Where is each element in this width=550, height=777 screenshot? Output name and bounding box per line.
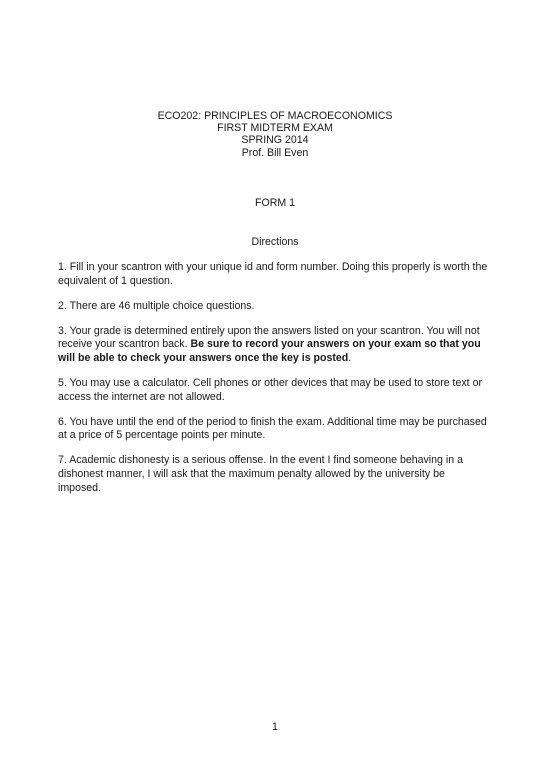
direction-item: [58, 416, 488, 443]
page-number: 1: [272, 721, 278, 733]
directions-heading: Directions: [251, 236, 299, 248]
exam-term: SPRING 2014: [241, 134, 309, 147]
direction-item: [58, 454, 488, 495]
direction-item: [58, 300, 488, 314]
exam-title: FIRST MIDTERM EXAM: [217, 122, 333, 135]
direction-item: [58, 325, 488, 366]
course-title: ECO202: PRINCIPLES OF MACROECONOMICS: [157, 110, 393, 122]
direction-emphasis: Be sure to record your answers on your exam so that you will be able to check your answers once the key is posted: [58, 338, 481, 364]
directions-list: [58, 261, 488, 507]
form-number: FORM 1: [254, 197, 296, 209]
direction-text: 5. You may use a calculator. Cell phones or other devices that may be used to store text or access the internet are not allowed.: [58, 377, 482, 403]
direction-text: 2. There are 46 multiple choice questions.: [58, 299, 255, 312]
exam-header: [0, 110, 550, 159]
instructor-name: Prof. Bill Even: [241, 146, 309, 159]
direction-text-end: .: [348, 351, 352, 364]
direction-text: 7. Academic dishonesty is a serious offense. In the event I find someone behaving in a dishonest manner, I will ask that the maximum penalty allowed by the university be imposed.: [58, 454, 463, 494]
direction-text: 1. Fill in your scantron with your unique id and form number. Doing this properly is worth the equivalent of 1 question.: [58, 261, 488, 287]
direction-item: [58, 377, 488, 404]
direction-item: [58, 261, 488, 288]
direction-text: 6. You have until the end of the period to finish the exam. Additional time may be purchased at a price of 5 percentage points per minute.: [58, 415, 487, 442]
direction-text: 3. Your grade is determined entirely upon the answers listed on your scantron. You will not receive your scantron back.: [58, 324, 480, 351]
